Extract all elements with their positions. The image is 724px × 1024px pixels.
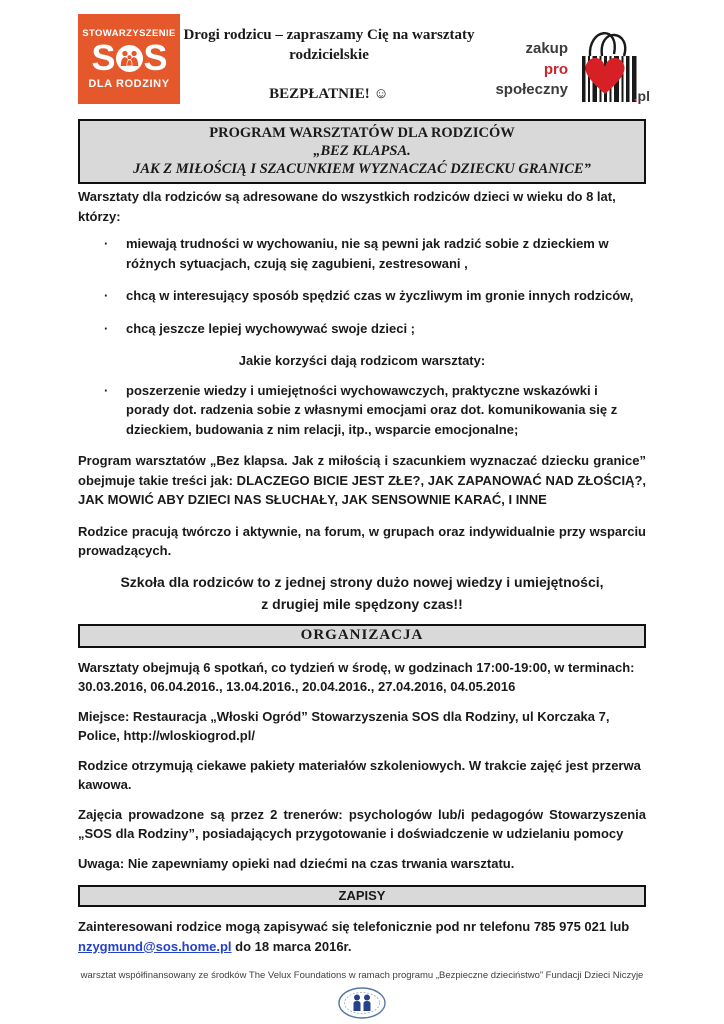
- signup-paragraph: [78, 917, 646, 956]
- location-paragraph: Miejsce: Restauracja „Włoski Ogród” Stowarzyszenia SOS dla Rodziny, ul Korczaka 7, Police, http://wloskiogrod.pl/: [78, 708, 610, 744]
- program-title-line-2: „BEZ KLAPSA.: [313, 143, 411, 160]
- bullet-text: chcą w interesujący sposób spędzić czas w życzliwym im gronie innych rodziców,: [126, 288, 634, 304]
- invitation-text: [180, 26, 478, 105]
- program-title-box: [78, 119, 646, 184]
- benefits-bullet-list: [78, 381, 646, 440]
- audience-bullet-list: [78, 234, 646, 338]
- intro-paragraph: Warsztaty dla rodziców są adresowane do wszystkich rodziców dzieci w wieku do 8 lat, którzy:: [78, 189, 616, 224]
- bullet-icon: ·: [104, 382, 109, 398]
- sos-letter: S: [91, 37, 115, 78]
- bullet-icon: ·: [104, 236, 109, 252]
- email-link[interactable]: nzygmund@sos.home.pl: [78, 938, 232, 954]
- highlight-line-2: z drugiej mile spędzony czas!!: [261, 596, 463, 613]
- sos-letter: S: [143, 37, 167, 78]
- zakup-word-3: społeczny: [495, 80, 568, 98]
- sos-logo-bottom-text: DLA RODZINY: [88, 78, 170, 90]
- tld-pl: pl: [637, 88, 650, 104]
- sos-logo-wordmark: [91, 37, 167, 78]
- highlight-line-1: Szkoła dla rodziców to z jednej strony dużo nowej wiedzy i umiejętności,: [120, 573, 604, 590]
- sos-dla-rodziny-logo: [78, 14, 180, 104]
- fdn-emblem: [78, 986, 646, 1024]
- list-item: [78, 381, 646, 440]
- barcode-bag-heart-icon: [568, 24, 650, 108]
- program-content-paragraph: Program warsztatów „Bez klapsa. Jak z miłością i szacunkiem wyznaczać dziecku granice” obejmuje takie treści jak: DLACZEGO BICIE JEST ZŁE?, JAK ZAPANOWAĆ NAD ZŁOŚCIĄ?, JAK MOWIĆ ABY DZIECI NAS SŁUCHAŁY, JAK SENSOWNIE KARAĆ, I INNE: [78, 453, 646, 508]
- benefits-heading: Jakie korzyści dają rodzicom warsztaty:: [238, 353, 486, 369]
- zakup-logo-words: [478, 39, 568, 108]
- bullet-text: miewają trudności w wychowaniu, nie są pewni jak radzić sobie z dzieckiem w różnych sytuacjach, czują się zagubieni, zestresowani ,: [126, 236, 609, 271]
- zakup-word-1: zakup: [525, 40, 568, 58]
- bullet-icon: ·: [104, 288, 109, 304]
- invite-line-1: Drogi rodzicu – zapraszamy Cię na warsztaty: [183, 27, 475, 43]
- signup-text-after: do 18 marca 2016r.: [231, 938, 352, 954]
- family-icon-svg: [117, 46, 142, 71]
- bullet-text: chcą jeszcze lepiej wychowywać swoje dzieci ;: [126, 320, 416, 336]
- section-header-zapisy: ZAPISY: [78, 885, 646, 907]
- signup-text-before: Zainteresowani rodzice mogą zapisywać się telefonicznie pod nr telefonu 785 975 021 lub: [78, 919, 630, 935]
- schedule-paragraph: Warsztaty obejmują 6 spotkań, co tydzień w środę, w godzinach 17:00-19:00, w terminach: 30.03.2016, 06.04.2016., 13.04.2016., 20.04.2016., 27.04.2016, 04.05.2016: [78, 659, 635, 695]
- highlight-text: [78, 571, 646, 616]
- sos-logo-top-text: STOWARZYSZENIE: [82, 28, 176, 39]
- tld-dot: .: [633, 88, 638, 104]
- program-title-line-1: PROGRAM WARSZTATÓW DLA RODZICÓW: [209, 125, 515, 141]
- list-item: [78, 234, 646, 273]
- two-children-oval-icon: [337, 986, 387, 1020]
- work-style-paragraph: Rodzice pracują twórczo i aktywnie, na forum, w grupach oraz indywidualnie przy wsparciu prowadzących.: [78, 523, 646, 559]
- zakup-logo-tld: [634, 88, 650, 104]
- trainers-paragraph: Zajęcia prowadzone są przez 2 trenerów: psychologów lub/i pedagogów Stowarzyszenia „SOS dla Rodziny”, posiadających przygotowanie i doświadczenie w udzielaniu pomocy: [78, 806, 646, 842]
- invite-line-2: rodzicielskie: [289, 46, 369, 63]
- bullet-icon: ·: [104, 320, 109, 336]
- funding-footnote: warsztat współfinansowany ze środków The Velux Foundations w ramach programu „Bezpieczne dzieciństwo” Fundacji Dzieci Niczyje: [80, 970, 644, 982]
- family-icon: [116, 45, 143, 72]
- list-item: [78, 286, 646, 306]
- bullet-text: poszerzenie wiedzy i umiejętności wychowawczych, praktyczne wskazówki i porady dot. radzenia sobie z własnymi emocjami oraz dot. komunikowania się z dzieckiem, budowania z nim relacji, itp., wsparcie emocjonalne;: [126, 382, 618, 437]
- notice-paragraph: Uwaga: Nie zapewniamy opieki nad dziećmi na czas trwania warsztatu.: [78, 855, 515, 871]
- materials-paragraph: Rodzice otrzymują ciekawe pakiety materiałów szkoleniowych. W trakcie zajęć jest przerwa kawowa.: [78, 757, 641, 793]
- zakup-word-2: pro: [543, 60, 568, 78]
- section-header-organizacja: ORGANIZACJA: [78, 624, 646, 648]
- header: [78, 14, 650, 110]
- list-item: [78, 319, 646, 339]
- zakup-pro-spoleczny-logo: [478, 24, 650, 108]
- program-title-line-3: JAK Z MIŁOŚCIĄ I SZACUNKIEM WYZNACZAĆ DZIECKU GRANICE”: [133, 161, 591, 178]
- free-label: BEZPŁATNIE! ☺: [269, 86, 389, 102]
